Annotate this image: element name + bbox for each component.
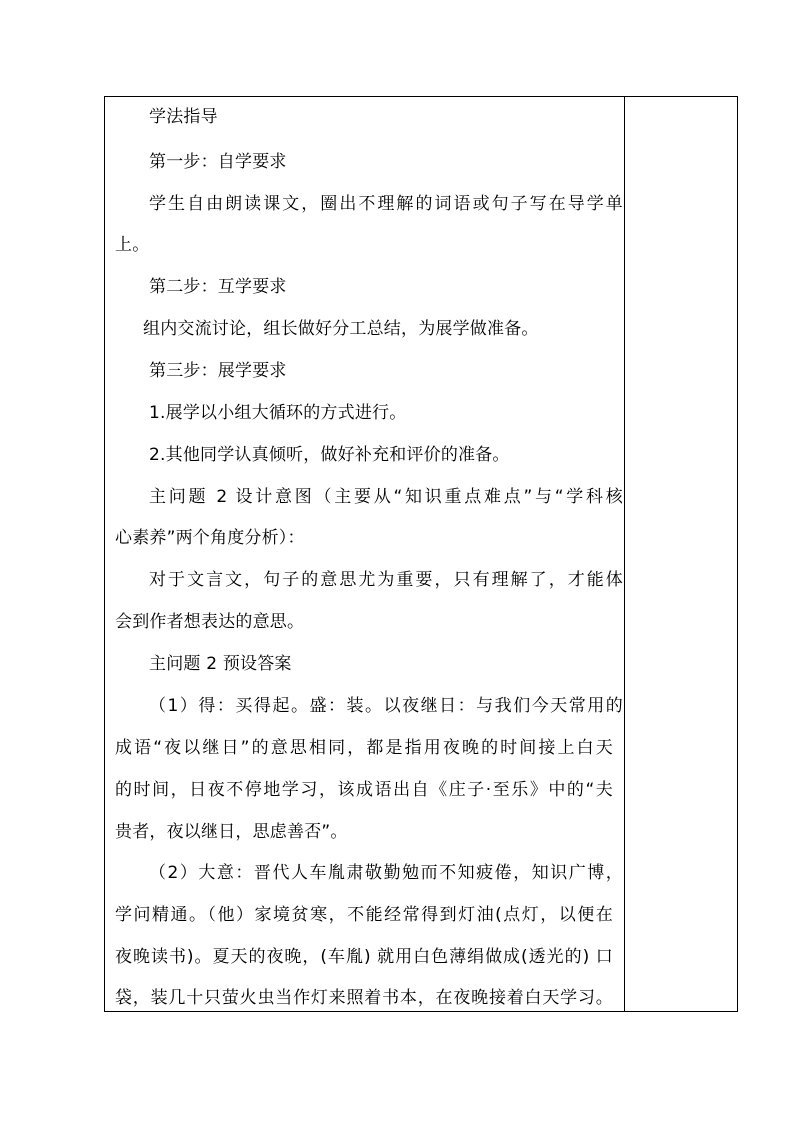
step-three-heading: 第三步：展学要求 [149, 361, 287, 381]
answer-1-line-2: 成语“夜以继日”的意思相同，都是指用夜晚的时间接上白天 [115, 738, 613, 758]
answer-1-line-1: （1）得：买得起。盛：装。以夜继日：与我们今天常用的 [149, 696, 623, 716]
content-cell [105, 97, 625, 1011]
step-two-heading: 第二步：互学要求 [149, 277, 287, 297]
answer-1-line-4: 贵者，夜以继日，思虑善否”。 [115, 822, 348, 842]
answer-2-line-4: 袋，装几十只萤火虫当作灯来照着书本，在夜晚接着白天学习。 [115, 988, 613, 1008]
step-one-heading: 第一步：自学要求 [149, 152, 287, 172]
answer-2-line-3: 夜晚读书)。夏天的夜晚，(车胤) 就用白色薄绢做成(透光的) 口 [115, 947, 613, 967]
step-three-item-1: 1.展学以小组大循环的方式进行。 [149, 403, 407, 423]
answer-2-line-1: （2）大意：晋代人车胤肃敬勤勉而不知疲倦，知识广博， [149, 863, 623, 883]
notes-cell [625, 97, 737, 1011]
step-one-text-line-2: 上。 [115, 235, 150, 255]
design-intent-answer-line-1: 对于文言文，句子的意思尤为重要，只有理解了，才能体 [149, 570, 623, 590]
design-intent-line-2: 心素养”两个角度分析）： [115, 528, 305, 548]
step-two-text: 组内交流讨论，组长做好分工总结，为展学做准备。 [143, 319, 539, 339]
answer-1-line-3: 的时间，日夜不停地学习，该成语出自《庄子·至乐》中的“夫 [115, 780, 613, 800]
design-intent-line-1: 主问题 2 设计意图（主要从“知识重点难点”与“学科核 [149, 487, 623, 507]
document-table [104, 96, 738, 1012]
heading-study-guide: 学法指导 [149, 107, 218, 127]
design-intent-answer-line-2: 会到作者想表达的意思。 [115, 612, 305, 632]
step-one-text-line-1: 学生自由朗读课文，圈出不理解的词语或句子写在导学单 [149, 194, 623, 214]
step-three-item-2: 2.其他同学认真倾听，做好补充和评价的准备。 [149, 445, 510, 465]
preset-answer-heading: 主问题 2 预设答案 [149, 654, 292, 674]
answer-2-line-2: 学问精通。（他）家境贫寒，不能经常得到灯油(点灯，以便在 [115, 905, 613, 925]
